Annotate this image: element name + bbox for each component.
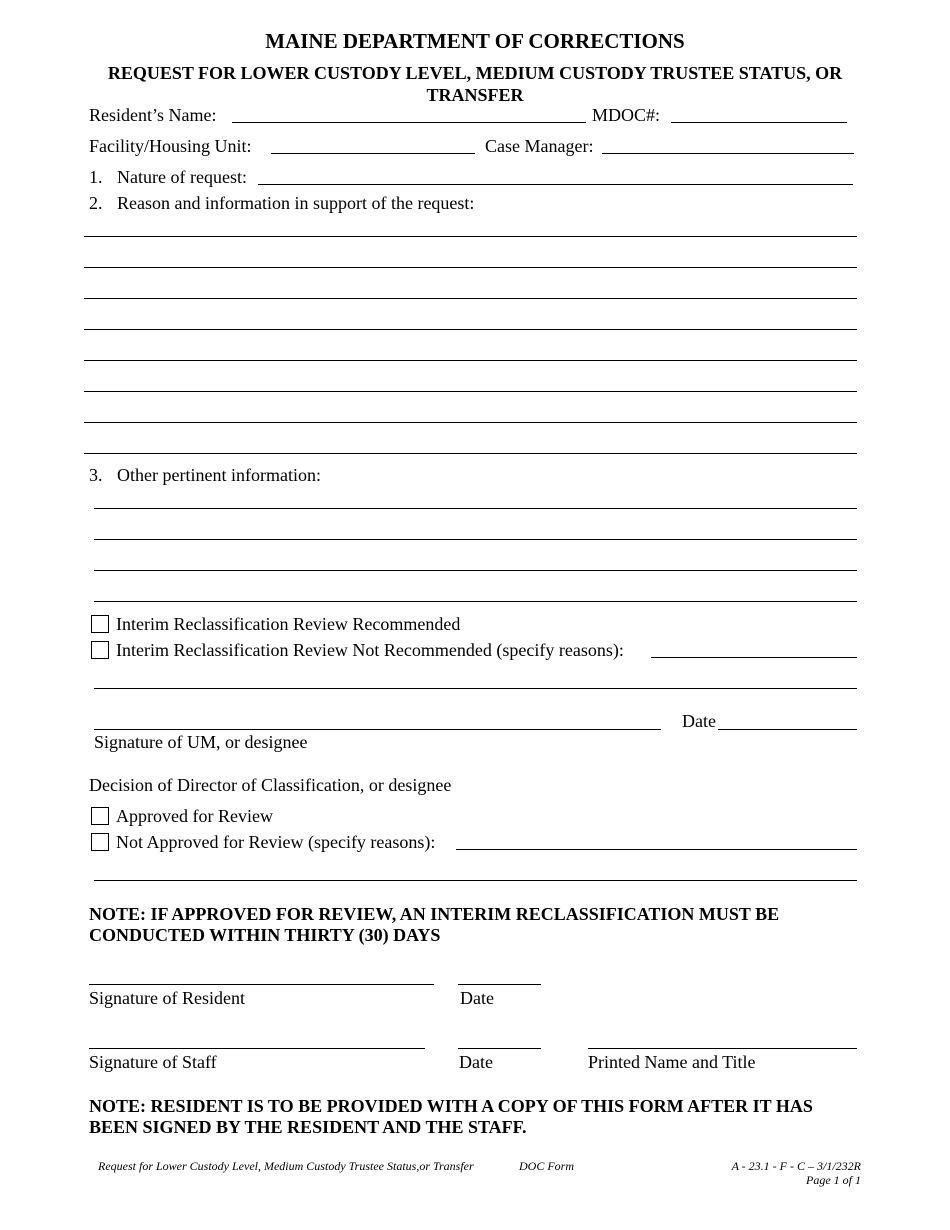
footer-form-code: A - 23.1 - F - C – 3/1/232R bbox=[731, 1159, 861, 1173]
interim-not-recommended-label: Interim Reclassification Review Not Recommended (specify reasons): bbox=[116, 640, 624, 660]
staff-signature-field[interactable] bbox=[89, 1048, 425, 1049]
resident-name-label: Resident’s Name: bbox=[89, 105, 217, 125]
um-date-label: Date bbox=[682, 711, 716, 731]
other-info-line[interactable] bbox=[94, 601, 857, 602]
staff-signature-label: Signature of Staff bbox=[89, 1052, 217, 1072]
um-signature-label: Signature of UM, or designee bbox=[94, 732, 308, 752]
copy-note-line1: NOTE: RESIDENT IS TO BE PROVIDED WITH A COPY OF THIS FORM AFTER IT HAS bbox=[89, 1096, 813, 1116]
approved-label: Approved for Review bbox=[116, 806, 273, 826]
other-info-line[interactable] bbox=[94, 539, 857, 540]
approval-note-line1: NOTE: IF APPROVED FOR REVIEW, AN INTERIM RECLASSIFICATION MUST BE bbox=[89, 904, 780, 924]
page-title: MAINE DEPARTMENT OF CORRECTIONS bbox=[265, 29, 685, 53]
reason-line[interactable] bbox=[84, 329, 857, 330]
other-info-line[interactable] bbox=[94, 570, 857, 571]
item-3-number: 3. bbox=[89, 465, 103, 485]
not-approved-reasons-line[interactable] bbox=[94, 880, 857, 881]
not-approved-checkbox[interactable] bbox=[91, 833, 109, 851]
decision-heading: Decision of Director of Classification, or designee bbox=[89, 775, 452, 795]
reason-line[interactable] bbox=[84, 391, 857, 392]
interim-recommended-label: Interim Reclassification Review Recommended bbox=[116, 614, 461, 634]
not-approved-reasons-field[interactable] bbox=[456, 849, 857, 850]
nature-of-request-field[interactable] bbox=[258, 184, 853, 185]
item-1-number: 1. bbox=[89, 167, 103, 187]
not-approved-label: Not Approved for Review (specify reasons): bbox=[116, 832, 436, 852]
interim-reasons-field[interactable] bbox=[651, 657, 857, 658]
interim-reasons-line[interactable] bbox=[94, 688, 857, 689]
copy-note-line2: BEEN SIGNED BY THE RESIDENT AND THE STAFF. bbox=[89, 1117, 527, 1137]
um-date-field[interactable] bbox=[718, 729, 857, 730]
approved-checkbox[interactable] bbox=[91, 807, 109, 825]
case-manager-label: Case Manager: bbox=[485, 136, 594, 156]
mdoc-field[interactable] bbox=[671, 122, 847, 123]
footer-page-number: Page 1 of 1 bbox=[806, 1173, 861, 1187]
resident-signature-field[interactable] bbox=[89, 984, 434, 985]
resident-signature-label: Signature of Resident bbox=[89, 988, 245, 1008]
case-manager-field[interactable] bbox=[602, 153, 854, 154]
reason-line[interactable] bbox=[84, 267, 857, 268]
interim-recommended-checkbox[interactable] bbox=[91, 615, 109, 633]
reason-line[interactable] bbox=[84, 453, 857, 454]
item-3-label: Other pertinent information: bbox=[117, 465, 321, 485]
resident-name-field[interactable] bbox=[232, 122, 586, 123]
um-signature-field[interactable] bbox=[94, 729, 661, 730]
footer-form-type: DOC Form bbox=[519, 1159, 575, 1173]
reason-line[interactable] bbox=[84, 422, 857, 423]
item-2-number: 2. bbox=[89, 193, 103, 213]
reason-line[interactable] bbox=[84, 298, 857, 299]
facility-label: Facility/Housing Unit: bbox=[89, 136, 252, 156]
resident-date-label: Date bbox=[460, 988, 494, 1008]
footer-form-title: Request for Lower Custody Level, Medium Custody Trustee Status,or Transfer bbox=[98, 1159, 474, 1173]
approval-note-line2: CONDUCTED WITHIN THIRTY (30) DAYS bbox=[89, 925, 441, 945]
item-1-label: Nature of request: bbox=[117, 167, 247, 187]
interim-not-recommended-checkbox[interactable] bbox=[91, 641, 109, 659]
reason-line[interactable] bbox=[84, 360, 857, 361]
mdoc-label: MDOC#: bbox=[592, 105, 661, 125]
form-subtitle-line2: TRANSFER bbox=[426, 85, 524, 105]
resident-date-field[interactable] bbox=[458, 984, 541, 985]
staff-date-field[interactable] bbox=[458, 1048, 541, 1049]
other-info-line[interactable] bbox=[94, 508, 857, 509]
printed-name-field[interactable] bbox=[588, 1048, 857, 1049]
facility-field[interactable] bbox=[271, 153, 475, 154]
item-2-label: Reason and information in support of the request: bbox=[117, 193, 475, 213]
reason-line[interactable] bbox=[84, 236, 857, 237]
staff-date-label: Date bbox=[459, 1052, 493, 1072]
form-subtitle-line1: REQUEST FOR LOWER CUSTODY LEVEL, MEDIUM CUSTODY TRUSTEE STATUS, OR bbox=[107, 63, 843, 83]
printed-name-label: Printed Name and Title bbox=[588, 1052, 756, 1072]
